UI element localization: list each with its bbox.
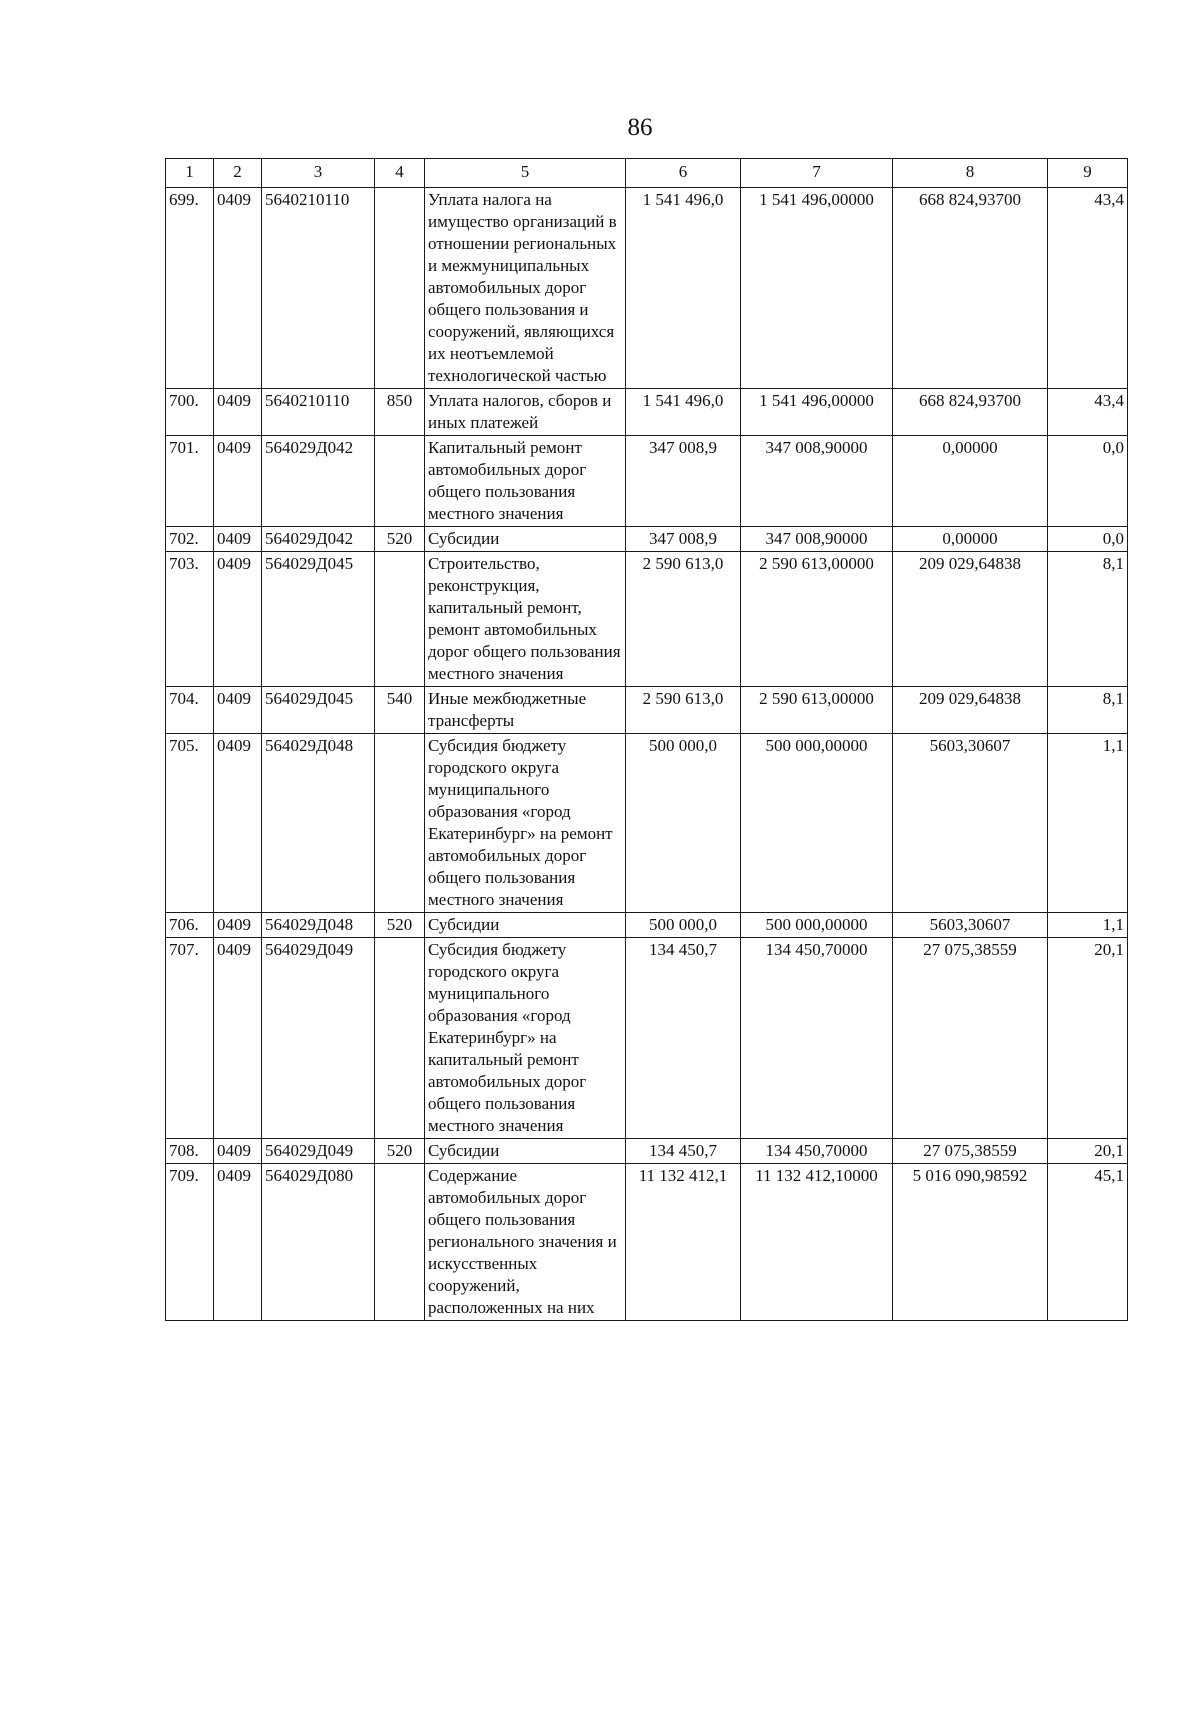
column-header: 6 [626, 159, 741, 188]
table-row [166, 552, 1128, 687]
target-article-code: 564029Д045 [262, 687, 375, 734]
expense-type-code: 520 [375, 1139, 425, 1164]
column-header: 9 [1048, 159, 1128, 188]
row-number: 704. [166, 687, 214, 734]
target-article-code: 564029Д045 [262, 552, 375, 687]
column-header: 4 [375, 159, 425, 188]
amount-col-6: 2 590 613,0 [626, 687, 741, 734]
percent-col-9: 20,1 [1048, 1139, 1128, 1164]
item-name: Иные межбюджетные трансферты [425, 687, 626, 734]
amount-col-7: 347 008,90000 [741, 527, 893, 552]
percent-col-9: 20,1 [1048, 938, 1128, 1139]
item-name: Субсидия бюджету городского округа муниципального образования «город Екатеринбург» на ремонт автомобильных дорог общего пользования местного значения [425, 734, 626, 913]
section-code: 0409 [214, 389, 262, 436]
budget-table [165, 158, 1128, 1321]
amount-col-7: 11 132 412,10000 [741, 1164, 893, 1321]
amount-col-8: 5603,30607 [893, 913, 1048, 938]
target-article-code: 564029Д042 [262, 527, 375, 552]
percent-col-9: 0,0 [1048, 436, 1128, 527]
row-number: 705. [166, 734, 214, 913]
amount-col-7: 2 590 613,00000 [741, 687, 893, 734]
amount-col-7: 134 450,70000 [741, 1139, 893, 1164]
section-code: 0409 [214, 1164, 262, 1321]
expense-type-code: 850 [375, 389, 425, 436]
target-article-code: 564029Д048 [262, 734, 375, 913]
amount-col-7: 347 008,90000 [741, 436, 893, 527]
target-article-code: 5640210110 [262, 188, 375, 389]
table-row [166, 938, 1128, 1139]
section-code: 0409 [214, 913, 262, 938]
row-number: 701. [166, 436, 214, 527]
row-number: 709. [166, 1164, 214, 1321]
amount-col-8: 5603,30607 [893, 734, 1048, 913]
amount-col-6: 1 541 496,0 [626, 188, 741, 389]
amount-col-8: 0,00000 [893, 527, 1048, 552]
table-row [166, 734, 1128, 913]
table-row [166, 188, 1128, 389]
column-header: 7 [741, 159, 893, 188]
percent-col-9: 43,4 [1048, 188, 1128, 389]
target-article-code: 564029Д042 [262, 436, 375, 527]
amount-col-6: 134 450,7 [626, 1139, 741, 1164]
section-code: 0409 [214, 436, 262, 527]
page-number: 86 [627, 114, 653, 141]
target-article-code: 564029Д080 [262, 1164, 375, 1321]
column-header: 8 [893, 159, 1048, 188]
table-row [166, 1139, 1128, 1164]
column-header: 1 [166, 159, 214, 188]
table-row [166, 1164, 1128, 1321]
column-header: 2 [214, 159, 262, 188]
target-article-code: 564029Д049 [262, 1139, 375, 1164]
target-article-code: 564029Д048 [262, 913, 375, 938]
expense-type-code: 540 [375, 687, 425, 734]
row-number: 700. [166, 389, 214, 436]
expense-type-code [375, 938, 425, 1139]
item-name: Субсидия бюджету городского округа муниципального образования «город Екатеринбург» на капитальный ремонт автомобильных дорог общего пользования местного значения [425, 938, 626, 1139]
amount-col-8: 5 016 090,98592 [893, 1164, 1048, 1321]
column-header: 5 [425, 159, 626, 188]
target-article-code: 564029Д049 [262, 938, 375, 1139]
row-number: 699. [166, 188, 214, 389]
section-code: 0409 [214, 552, 262, 687]
amount-col-8: 27 075,38559 [893, 938, 1048, 1139]
section-code: 0409 [214, 1139, 262, 1164]
amount-col-6: 347 008,9 [626, 527, 741, 552]
amount-col-8: 668 824,93700 [893, 389, 1048, 436]
expense-type-code [375, 552, 425, 687]
amount-col-7: 1 541 496,00000 [741, 188, 893, 389]
percent-col-9: 45,1 [1048, 1164, 1128, 1321]
percent-col-9: 1,1 [1048, 734, 1128, 913]
table-body [166, 188, 1128, 1321]
amount-col-7: 2 590 613,00000 [741, 552, 893, 687]
row-number: 706. [166, 913, 214, 938]
table-row [166, 436, 1128, 527]
amount-col-6: 2 590 613,0 [626, 552, 741, 687]
expense-type-code [375, 1164, 425, 1321]
percent-col-9: 1,1 [1048, 913, 1128, 938]
percent-col-9: 0,0 [1048, 527, 1128, 552]
expense-type-code: 520 [375, 527, 425, 552]
row-number: 702. [166, 527, 214, 552]
amount-col-7: 500 000,00000 [741, 913, 893, 938]
amount-col-6: 347 008,9 [626, 436, 741, 527]
item-name: Содержание автомобильных дорог общего пользования регионального значения и искусственных сооружений, расположенных на них [425, 1164, 626, 1321]
amount-col-8: 27 075,38559 [893, 1139, 1048, 1164]
amount-col-8: 209 029,64838 [893, 687, 1048, 734]
expense-type-code [375, 188, 425, 389]
item-name: Уплата налогов, сборов и иных платежей [425, 389, 626, 436]
section-code: 0409 [214, 188, 262, 389]
item-name: Субсидии [425, 1139, 626, 1164]
item-name: Капитальный ремонт автомобильных дорог общего пользования местного значения [425, 436, 626, 527]
section-code: 0409 [214, 734, 262, 913]
section-code: 0409 [214, 687, 262, 734]
item-name: Субсидии [425, 527, 626, 552]
expense-type-code [375, 734, 425, 913]
amount-col-7: 1 541 496,00000 [741, 389, 893, 436]
amount-col-7: 134 450,70000 [741, 938, 893, 1139]
percent-col-9: 8,1 [1048, 552, 1128, 687]
item-name: Уплата налога на имущество организаций в отношении региональных и межмуниципальных автомобильных дорог общего пользования и сооружений, являющихся их неотъемлемой технологической частью [425, 188, 626, 389]
amount-col-6: 500 000,0 [626, 913, 741, 938]
section-code: 0409 [214, 938, 262, 1139]
section-code: 0409 [214, 527, 262, 552]
amount-col-8: 668 824,93700 [893, 188, 1048, 389]
item-name: Строительство, реконструкция, капитальный ремонт, ремонт автомобильных дорог общего пользования местного значения [425, 552, 626, 687]
row-number: 703. [166, 552, 214, 687]
target-article-code: 5640210110 [262, 389, 375, 436]
amount-col-8: 209 029,64838 [893, 552, 1048, 687]
row-number: 708. [166, 1139, 214, 1164]
table-row [166, 687, 1128, 734]
amount-col-6: 1 541 496,0 [626, 389, 741, 436]
header-row [166, 159, 1128, 188]
percent-col-9: 43,4 [1048, 389, 1128, 436]
table-row [166, 913, 1128, 938]
amount-col-6: 134 450,7 [626, 938, 741, 1139]
amount-col-6: 11 132 412,1 [626, 1164, 741, 1321]
amount-col-7: 500 000,00000 [741, 734, 893, 913]
amount-col-8: 0,00000 [893, 436, 1048, 527]
row-number: 707. [166, 938, 214, 1139]
percent-col-9: 8,1 [1048, 687, 1128, 734]
column-header: 3 [262, 159, 375, 188]
table-row [166, 527, 1128, 552]
table-row [166, 389, 1128, 436]
expense-type-code: 520 [375, 913, 425, 938]
amount-col-6: 500 000,0 [626, 734, 741, 913]
expense-type-code [375, 436, 425, 527]
item-name: Субсидии [425, 913, 626, 938]
